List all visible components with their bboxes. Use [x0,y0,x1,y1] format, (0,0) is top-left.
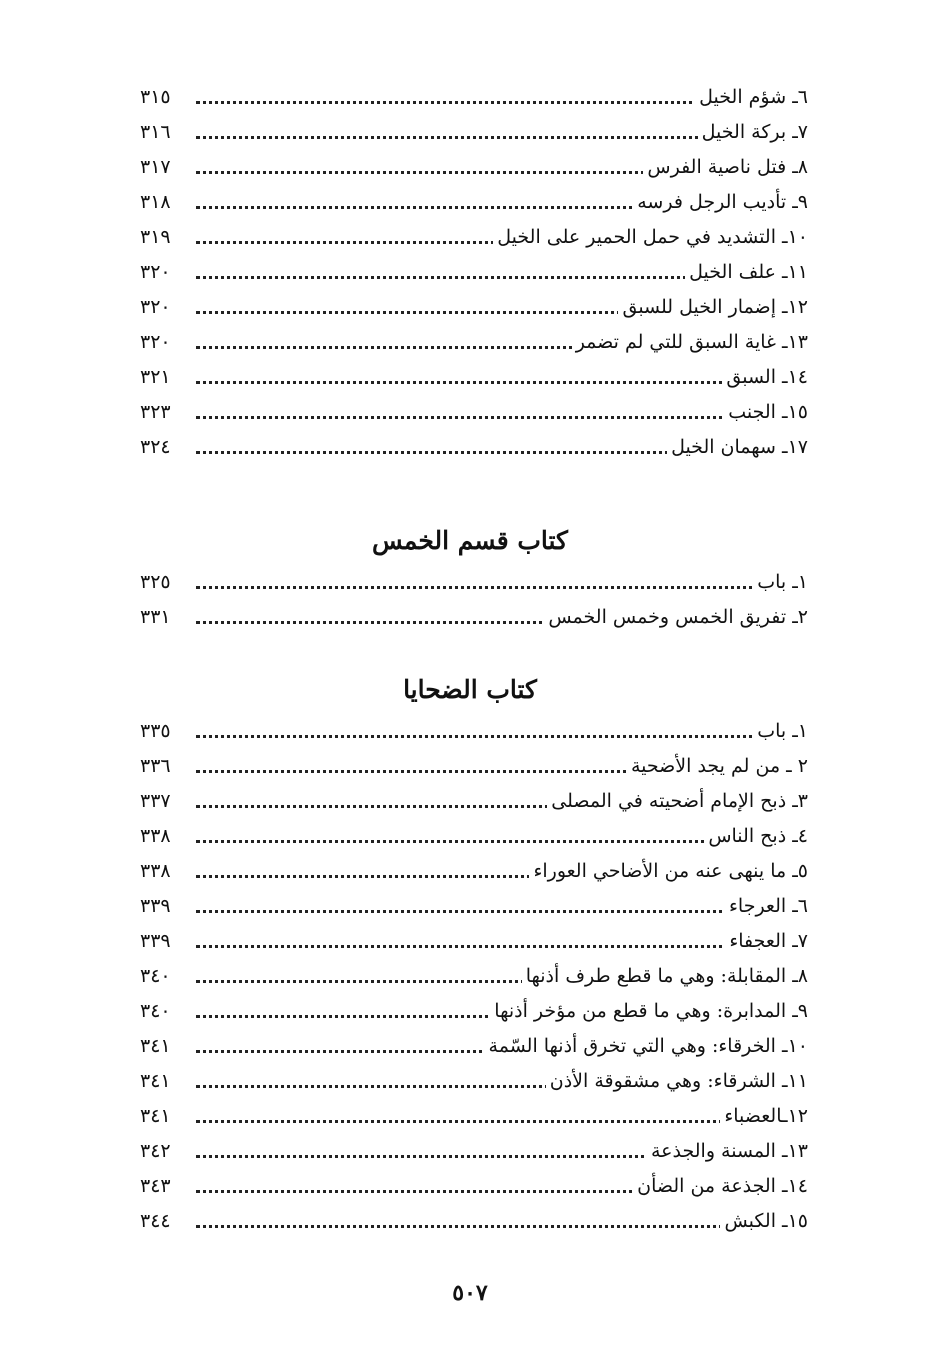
toc-entry [140,395,820,430]
entry-page: ٣٤٠ [140,1000,171,1022]
entry-page: ٣٣٨ [140,860,171,882]
toc-entry [140,290,820,325]
toc-entry [140,150,820,185]
entry-page: ٣٣٦ [140,755,171,777]
toc-entry [140,1134,820,1169]
entry-title: ١ـ باب [753,565,808,600]
entry-title: ١٥ـ الجنب [724,395,808,430]
toc-entry [140,115,820,150]
entry-page: ٣٣٩ [140,930,171,952]
entry-title: ١١ـ الشرقاء: وهي مشقوقة الأذن [546,1064,808,1099]
entry-page: ٣٢٠ [140,296,171,318]
entry-page: ٣٣٥ [140,720,171,742]
toc-entry [140,784,820,819]
section-heading-sacrifices: كتاب الضحايا [403,675,537,704]
entry-title: ٢ـ تفريق الخمس وخمس الخمس [544,600,808,635]
entry-title: ٧ـ العجفاء [725,924,808,959]
entry-title: ١٠ـ الخرقاء: وهي التي تخرق أذنها السّمة [485,1029,808,1064]
entry-title: ٤ـ ذبح الناس [704,819,808,854]
toc-entry [140,80,820,115]
entry-title: ١ـ باب [753,714,808,749]
entry-title: ٢ ـ من لم يجد الأضحية [627,749,808,784]
dot-leader [196,945,808,948]
entry-title: ٩ـ تأديب الرجل فرسه [633,185,808,220]
entry-page: ٣٤٠ [140,965,171,987]
toc-entry [140,924,820,959]
entry-page: ٣١٥ [140,86,171,108]
toc-entry [140,185,820,220]
dot-leader [196,586,808,589]
entry-title: ١١ـ علف الخيل [685,255,808,290]
toc-entry [140,220,820,255]
entry-page: ٣٢٠ [140,261,171,283]
toc-entry [140,854,820,889]
entry-title: ١٣ـ غاية السبق للتي لم تضمر [572,325,808,360]
entry-page: ٣٤١ [140,1105,171,1127]
entry-title: ١٤ـ الجذعة من الضأن [633,1169,808,1204]
entry-page: ٣٤١ [140,1070,171,1092]
entry-page: ٣٤٤ [140,1210,171,1232]
entry-page: ٣٤٢ [140,1140,171,1162]
entry-title: ٩ـ المدابرة: وهي ما قطع من مؤخر أذنها [490,994,808,1029]
entry-title: ١٠ـ التشديد في حمل الحمير على الخيل [493,220,808,255]
dot-leader [196,735,808,738]
dot-leader [196,416,808,419]
entry-page: ٣٢٣ [140,401,171,423]
entry-title: ٦ـ شؤم الخيل [695,80,808,115]
toc-entry [140,325,820,360]
entry-title: ٧ـ بركة الخيل [698,115,808,150]
dot-leader [196,910,808,913]
section-heading-khums: كتاب قسم الخمس [372,526,568,555]
entry-title: ١٧ـ سهمان الخيل [667,430,808,465]
dot-leader [196,1120,808,1123]
entry-page: ٣٢١ [140,366,171,388]
entry-page: ٣١٦ [140,121,171,143]
toc-entry [140,959,820,994]
toc-entry [140,994,820,1029]
toc-entry [140,1029,820,1064]
entry-page: ٣٢٠ [140,331,171,353]
toc-entry [140,714,820,749]
entry-page: ٣٣٩ [140,895,171,917]
toc-entry [140,600,820,635]
toc-entry [140,255,820,290]
entry-title: ٨ـ فتل ناصية الفرس [643,150,808,185]
toc-entry [140,1064,820,1099]
entry-page: ٣٢٥ [140,571,171,593]
toc-entry [140,1099,820,1134]
toc-entry [140,819,820,854]
entry-page: ٣٤١ [140,1035,171,1057]
toc-entry [140,1204,820,1239]
dot-leader [196,381,808,384]
toc-entry [140,1169,820,1204]
toc-entry [140,749,820,784]
toc-entry [140,430,820,465]
toc-section-horses [140,80,820,465]
entry-title: ١٢ـالعضباء [720,1099,808,1134]
entry-title: ١٥ـ الكبش [720,1204,808,1239]
dot-leader [196,1225,808,1228]
entry-page: ٣١٨ [140,191,171,213]
entry-title: ٦ـ العرجاء [725,889,808,924]
entry-title: ١٣ـ المسنة والجذعة [647,1134,808,1169]
entry-page: ٣٢٤ [140,436,171,458]
entry-page: ٣٤٣ [140,1175,171,1197]
toc-entry [140,889,820,924]
entry-title: ٥ـ ما ينهى عنه من الأضاحي العوراء [529,854,808,889]
entry-page: ٣٣٨ [140,825,171,847]
entry-page: ٣٣١ [140,606,171,628]
toc-entry [140,565,820,600]
entry-page: ٣٣٧ [140,790,171,812]
entry-title: ١٤ـ السبق [722,360,808,395]
entry-title: ٨ـ المقابلة: وهي ما قطع طرف أذنها [522,959,808,994]
toc-section-khums [140,565,820,635]
toc-section-sacrifices [140,714,820,1239]
toc-entry [140,360,820,395]
entry-page: ٣١٩ [140,226,171,248]
page-number: ٥٠٧ [452,1280,488,1306]
entry-title: ١٢ـ إضمار الخيل للسبق [618,290,808,325]
entry-title: ٣ـ ذبح الإمام أضحيته في المصلى [547,784,808,819]
entry-page: ٣١٧ [140,156,171,178]
